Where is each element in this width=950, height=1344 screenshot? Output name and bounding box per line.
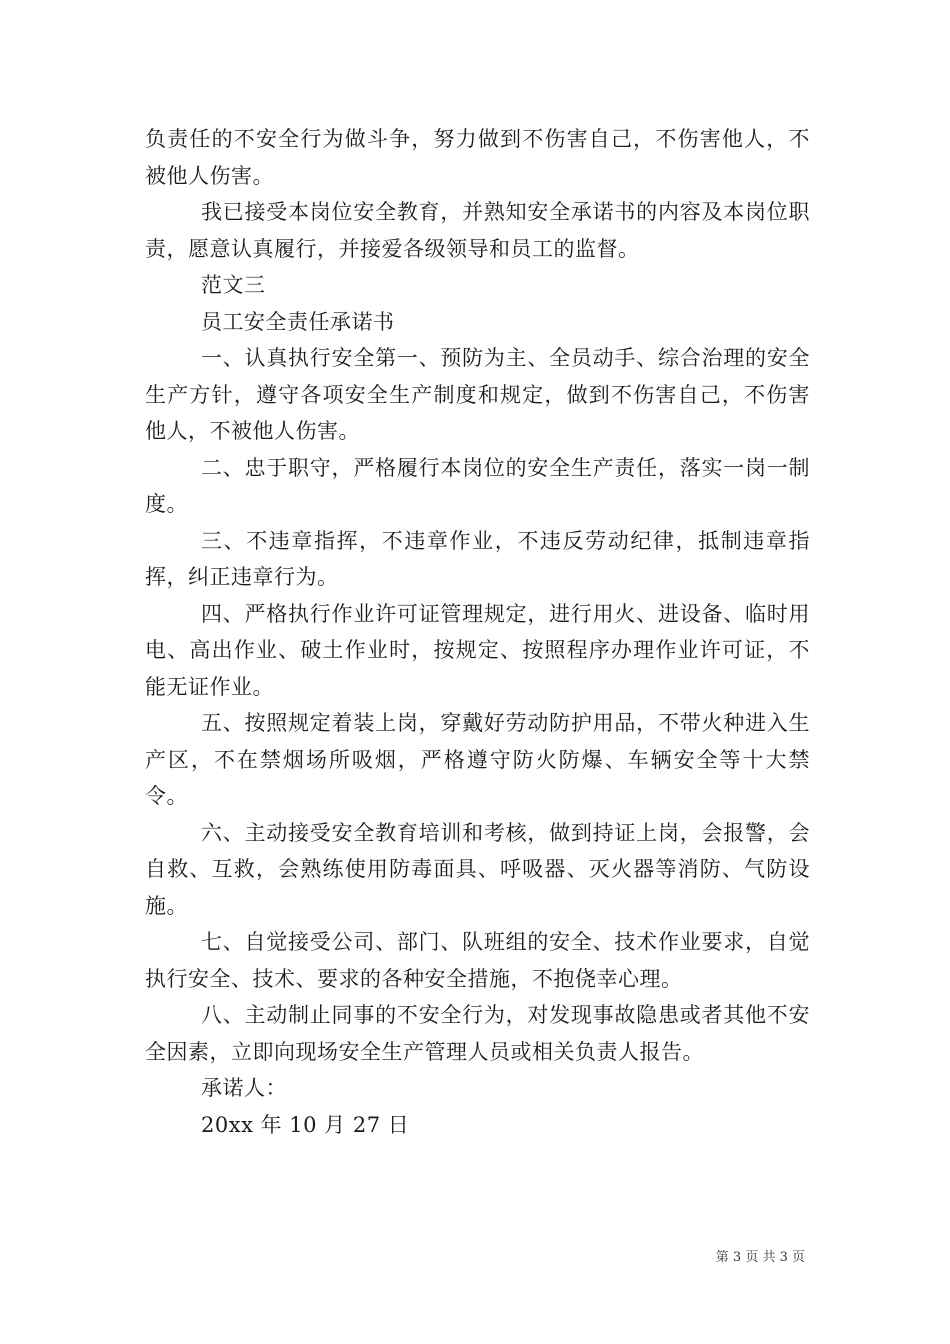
paragraph-acknowledgement: 我已接受本岗位安全教育，并熟知安全承诺书的内容及本岗位职责，愿意认真履行，并接爱各级领导和员工的监督。 <box>145 200 810 261</box>
pledge-item-3: 三、不违章指挥，不违章作业，不违反劳动纪律，抵制违章指挥，纠正违章行为。 <box>145 528 810 589</box>
pledge-item-5: 五、按照规定着装上岗，穿戴好劳动防护用品，不带火种进入生产区，不在禁烟场所吸烟，严格遵守防火防爆、车辆安全等十大禁令。 <box>145 711 810 808</box>
paragraph-continuation: 负责任的不安全行为做斗争，努力做到不伤害自己，不伤害他人，不被他人伤害。 <box>145 127 810 188</box>
pledge-item-7: 七、自觉接受公司、部门、队班组的安全、技术作业要求，自觉执行安全、技术、要求的各种安全措施，不抱侥幸心理。 <box>145 930 810 991</box>
pledge-item-2: 二、忠于职守，严格履行本岗位的安全生产责任，落实一岗一制度。 <box>145 455 810 516</box>
document-body <box>145 121 810 1143</box>
pledge-item-6: 六、主动接受安全教育培训和考核，做到持证上岗，会报警，会自救、互救，会熟练使用防毒面具、呼吸器、灭火器等消防、气防设施。 <box>145 820 810 918</box>
document-title: 员工安全责任承诺书 <box>201 309 395 334</box>
date-line: 20xx 年 10 月 27 日 <box>201 1112 410 1137</box>
pledge-item-4: 四、严格执行作业许可证管理规定，进行用火、进设备、临时用电、高出作业、破土作业时，按规定、按照程序办理作业许可证，不能无证作业。 <box>145 601 810 699</box>
pledge-item-8: 八、主动制止同事的不安全行为，对发现事故隐患或者其他不安全因素，立即向现场安全生产管理人员或相关负责人报告。 <box>145 1003 810 1064</box>
section-heading: 范文三 <box>201 273 266 297</box>
signer-label: 承诺人： <box>201 1076 287 1100</box>
page-number: 第 3 页 共 3 页 <box>715 1250 805 1265</box>
pledge-item-1: 一、认真执行安全第一、预防为主、全员动手、综合治理的安全生产方针，遵守各项安全生产制度和规定，做到不伤害自己，不伤害他人，不被他人伤害。 <box>145 346 810 443</box>
